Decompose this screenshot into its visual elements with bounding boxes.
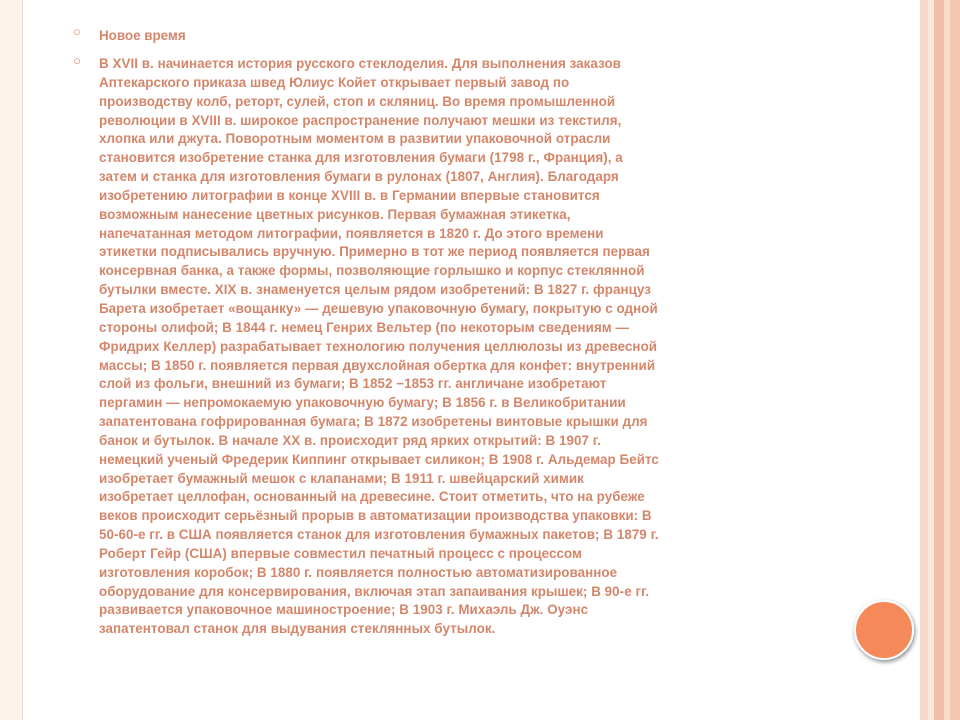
body-line: стороны олифой; В 1844 г. немец Генрих Вельтер (по некоторым сведениям — — [99, 319, 629, 335]
body-line: становится изобретение станка для изготовления бумаги (1798 г., Франция), а — [99, 150, 623, 166]
body-line: 50-60-е гг. в США появляется станок для изготовления бумажных пакетов; В 1879 г. — [99, 527, 659, 543]
stripe — [934, 0, 944, 720]
section-heading: Новое время — [99, 28, 186, 43]
body-line: изобретению литографии в конце XVIII в. в Германии впервые становится — [99, 187, 600, 203]
body-line: Барета изобретает «вощанку» — дешевую упаковочную бумагу, покрытую с одной — [99, 300, 658, 316]
slide-content — [73, 26, 873, 639]
body-line: развивается упаковочное машиностроение; В 1903 г. Михаэль Дж. Оуэнс — [99, 602, 589, 618]
body-line: Роберт Гейр (США) впервые совместил печатный процесс с процессом — [99, 545, 582, 561]
body-line: революции в XVIII в. широкое распространение получают мешки из текстиля, — [99, 112, 622, 128]
body-line: В XVII в. начинается история русского стеклоделия. Для выполнения заказов — [99, 56, 621, 71]
body-line: Фридрих Келлер) разрабатывает технологию получения целлюлозы из древесной — [99, 338, 658, 354]
circle-bullet-icon: ○ — [73, 24, 81, 39]
bullet-heading — [73, 26, 873, 45]
body-line: массы; В 1850 г. появляется первая двухслойная обертка для конфет: внутренний — [99, 357, 656, 373]
decorative-stripes — [920, 0, 960, 720]
body-line: бутылки вместе. XIX в. знаменуется целым рядом изобретений: В 1827 г. француз — [99, 282, 651, 298]
body-line: запатентована гофрированная бумага; В 1872 изобретены винтовые крышки для — [99, 414, 648, 430]
decorative-circle — [854, 600, 914, 660]
body-line: изобретает бумажный мешок с клапанами; В 1911 г. швейцарский химик — [99, 470, 584, 486]
body-line: консервная банка, а также формы, позволяющие горлышко и корпус стеклянной — [99, 263, 645, 279]
body-line: этикетки подписывались вручную. Примерно в тот же период появляется первая — [99, 244, 650, 260]
body-line: оборудование для консервирования, включая этап запаивания крышек; В 90-е гг. — [99, 583, 650, 599]
body-line: пергамин — непромокаемую упаковочную бумагу; В 1856 г. в Великобритании — [99, 395, 626, 411]
body-line: веков происходит серьёзный прорыв в автоматизации производства упаковки: В — [99, 508, 652, 524]
stripe — [950, 0, 960, 720]
body-paragraph — [99, 55, 873, 639]
body-line: слой из фольги, внешний из бумаги; В 1852 −1853 гг. англичане изобретают — [99, 376, 607, 392]
slide-canvas — [22, 0, 922, 720]
body-line: немецкий ученый Фредерик Киппинг открывает силикон; В 1908 г. Альдемар Бейтс — [99, 451, 659, 467]
body-line: напечатанная методом литографии, появляется в 1820 г. До этого времени — [99, 225, 604, 241]
body-line: банок и бутылок. В начале XX в. происходит ряд ярких открытий: В 1907 г. — [99, 432, 601, 448]
body-line: хлопка или джута. Поворотным моментом в развитии упаковочной отрасли — [99, 131, 611, 147]
body-line: изготовления коробок; В 1880 г. появляется полностью автоматизированное — [99, 564, 618, 580]
stripe — [920, 0, 928, 720]
body-line: затем и станка для изготовления бумаги в рулонах (1807, Англия). Благодаря — [99, 169, 619, 185]
body-line: Аптекарского приказа швед Юлиус Койет открывает первый завод по — [99, 74, 570, 90]
body-line: запатентовал станок для выдувания стеклянных бутылок. — [99, 621, 496, 637]
body-line: производству колб, реторт, сулей, стоп и скляниц. Во время промышленной — [99, 93, 616, 109]
body-line: возможным нанесение цветных рисунков. Первая бумажная этикетка, — [99, 206, 571, 222]
body-line: изобретает целлофан, основанный на древесине. Стоит отметить, что на рубеже — [99, 489, 645, 505]
bullet-body — [73, 55, 873, 639]
circle-bullet-icon: ○ — [73, 53, 81, 68]
